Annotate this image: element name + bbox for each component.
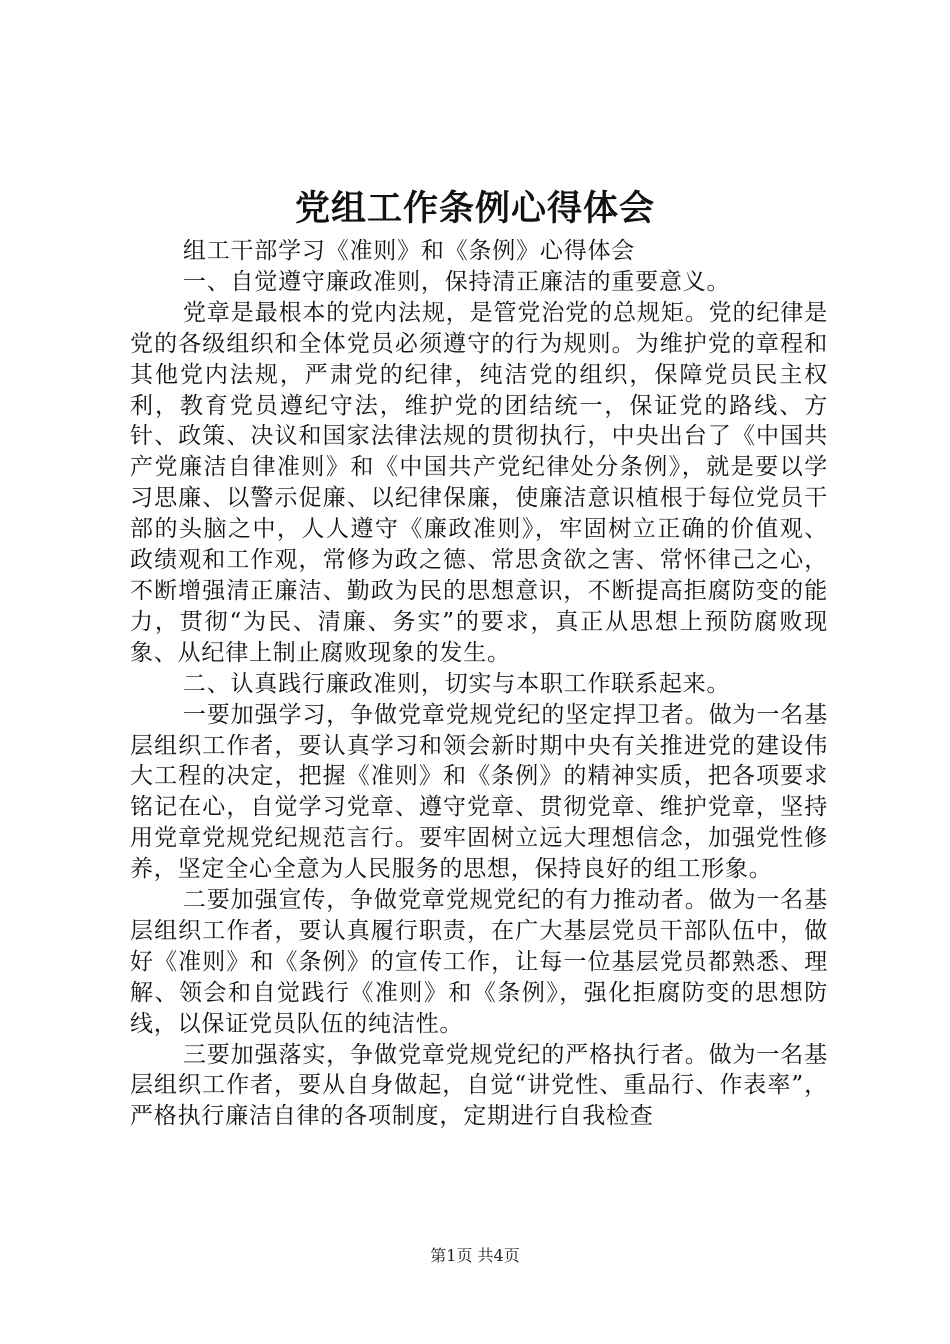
- body-paragraph: 三要加强落实，争做党章党规党纪的严格执行者。做为一名基层组织工作者，要从自身做起，自觉“讲党性、重品行、作表率”，严格执行廉洁自律的各项制度，定期进行自我检查: [130, 1041, 828, 1130]
- section-heading-2: 二、认真践行廉政准则，切实与本职工作联系起来。: [182, 670, 731, 697]
- body-paragraph: 一要加强学习，争做党章党规党纪的坚定捍卫者。做为一名基层组织工作者，要认真学习和领会新时期中央有关推进党的建设伟大工程的决定，把握《准则》和《条例》的精神实质，把各项要求铭记在心，自觉学习党章、遵守党章、贯彻党章、维护党章，坚持用党章党规党纪规范言行。要牢固树立远大理想信念，加强党性修养，坚定全心全意为人民服务的思想，保持良好的组工形象。: [130, 701, 828, 883]
- body-paragraph: 二要加强宣传，争做党章党规党纪的有力推动者。做为一名基层组织工作者，要认真履行职责，在广大基层党员干部队伍中，做好《准则》和《条例》的宣传工作，让每一位基层党员都熟悉、理解、领会和自觉践行《准则》和《条例》，强化拒腐防变的思想防线，以保证党员队伍的纯洁性。: [130, 887, 828, 1037]
- document-body: [130, 236, 828, 1132]
- body-paragraph: 党章是最根本的党内法规，是管党治党的总规矩。党的纪律是党的各级组织和全体党员必须遵守的行为规则。为维护党的章程和其他党内法规，严肃党的纪律，纯洁党的组织，保障党员民主权利，教育党员遵纪守法，维护党的团结统一，保证党的路线、方针、政策、决议和国家法律法规的贯彻执行，中央出台了《中国共产党廉洁自律准则》和《中国共产党纪律处分条例》，就是要以学习思廉、以警示促廉、以纪律保廉，使廉洁意识植根于每位党员干部的头脑之中，人人遵守《廉政准则》，牢固树立正确的价值观、政绩观和工作观，常修为政之德、常思贪欲之害、常怀律己之心，不断增强清正廉洁、勤政为民的思想意识，不断提高拒腐防变的能力，贯彻“为民、清廉、务实”的要求，真正从思想上预防腐败现象、从纪律上制止腐败现象的发生。: [130, 299, 828, 666]
- document-title: 党组工作条例心得体会: [294, 188, 655, 229]
- page-number-footer: 第1页 共4页: [430, 1246, 520, 1265]
- section-heading-1: 一、自觉遵守廉政准则，保持清正廉洁的重要意义。: [182, 268, 731, 295]
- subtitle-paragraph: 组工干部学习《准则》和《条例》心得体会: [182, 238, 636, 264]
